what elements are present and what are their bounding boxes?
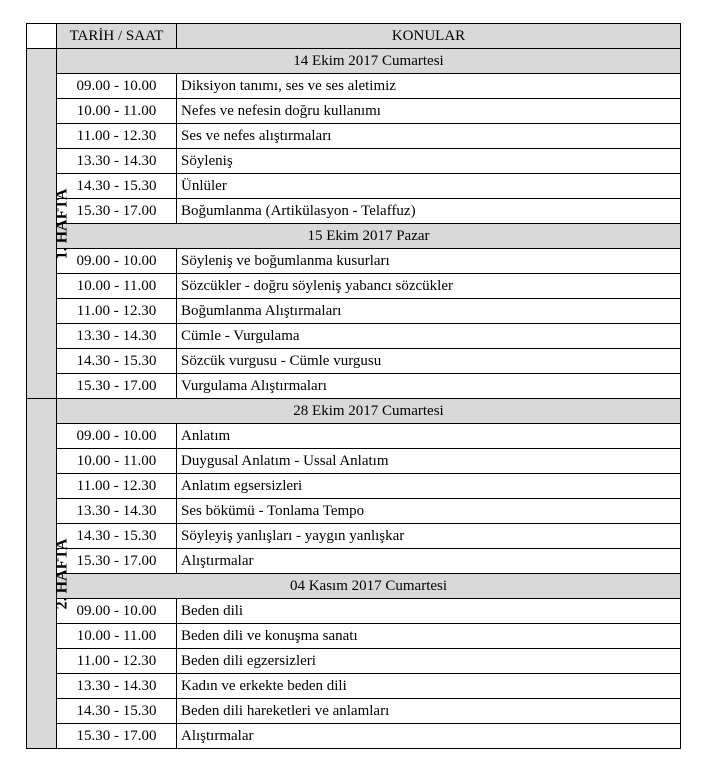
session-time: 11.00 - 12.30 (57, 474, 177, 499)
session-time: 14.30 - 15.30 (57, 349, 177, 374)
session-row (27, 724, 681, 749)
session-time: 11.00 - 12.30 (57, 124, 177, 149)
session-time: 14.30 - 15.30 (57, 174, 177, 199)
header-row (27, 24, 681, 49)
session-topic: Ünlüler (177, 174, 681, 199)
session-row (27, 524, 681, 549)
session-time: 09.00 - 10.00 (57, 74, 177, 99)
session-topic: Diksiyon tanımı, ses ve ses aletimiz (177, 74, 681, 99)
session-topic: Cümle - Vurgulama (177, 324, 681, 349)
session-topic: Kadın ve erkekte beden dili (177, 674, 681, 699)
session-topic: Duygusal Anlatım - Ussal Anlatım (177, 449, 681, 474)
session-row (27, 499, 681, 524)
session-row (27, 599, 681, 624)
week-label: 1. HAFTA (53, 188, 71, 259)
session-time: 11.00 - 12.30 (57, 649, 177, 674)
session-row (27, 199, 681, 224)
session-topic: Alıştırmalar (177, 549, 681, 574)
date-heading: 28 Ekim 2017 Cumartesi (57, 399, 681, 424)
session-time: 15.30 - 17.00 (57, 374, 177, 399)
session-time: 13.30 - 14.30 (57, 324, 177, 349)
week-cell (27, 49, 71, 399)
session-topic: Anlatım (177, 424, 681, 449)
session-topic: Vurgulama Alıştırmaları (177, 374, 681, 399)
session-row (27, 124, 681, 149)
session-time: 14.30 - 15.30 (57, 699, 177, 724)
corner-cell (27, 24, 57, 49)
session-row (27, 349, 681, 374)
session-time: 10.00 - 11.00 (57, 274, 177, 299)
session-time: 15.30 - 17.00 (57, 549, 177, 574)
session-topic: Söyleniş ve boğumlanma kusurları (177, 249, 681, 274)
session-topic: Beden dili hareketleri ve anlamları (177, 699, 681, 724)
session-row (27, 449, 681, 474)
session-row (27, 249, 681, 274)
session-time: 10.00 - 11.00 (57, 99, 177, 124)
session-topic: Anlatım egsersizleri (177, 474, 681, 499)
session-row (27, 474, 681, 499)
week-label: 2. HAFTA (53, 538, 71, 609)
session-topic: Beden dili (177, 599, 681, 624)
session-time: 13.30 - 14.30 (57, 499, 177, 524)
session-topic: Sözcükler - doğru söyleniş yabancı sözcükler (177, 274, 681, 299)
session-row (27, 99, 681, 124)
session-topic: Söyleniş (177, 149, 681, 174)
session-topic: Boğumlanma (Artikülasyon - Telaffuz) (177, 199, 681, 224)
date-heading: 14 Ekim 2017 Cumartesi (57, 49, 681, 74)
week-cell (27, 399, 71, 749)
session-row (27, 74, 681, 99)
session-time: 13.30 - 14.30 (57, 149, 177, 174)
session-topic: Ses ve nefes alıştırmaları (177, 124, 681, 149)
session-row (27, 374, 681, 399)
session-row (27, 274, 681, 299)
session-time: 13.30 - 14.30 (57, 674, 177, 699)
date-row (27, 224, 681, 249)
session-row (27, 424, 681, 449)
session-row (27, 549, 681, 574)
date-heading: 15 Ekim 2017 Pazar (57, 224, 681, 249)
session-time: 14.30 - 15.30 (57, 524, 177, 549)
session-topic: Ses bökümü - Tonlama Tempo (177, 499, 681, 524)
session-time: 10.00 - 11.00 (57, 449, 177, 474)
session-row (27, 149, 681, 174)
session-time: 10.00 - 11.00 (57, 624, 177, 649)
session-time: 15.30 - 17.00 (57, 199, 177, 224)
session-topic: Alıştırmalar (177, 724, 681, 749)
schedule-table (26, 23, 681, 749)
session-time: 09.00 - 10.00 (57, 424, 177, 449)
session-row (27, 699, 681, 724)
session-row (27, 174, 681, 199)
session-row (27, 649, 681, 674)
session-time: 15.30 - 17.00 (57, 724, 177, 749)
session-topic: Beden dili ve konuşma sanatı (177, 624, 681, 649)
session-topic: Nefes ve nefesin doğru kullanımı (177, 99, 681, 124)
date-heading: 04 Kasım 2017 Cumartesi (57, 574, 681, 599)
session-time: 11.00 - 12.30 (57, 299, 177, 324)
session-time: 09.00 - 10.00 (57, 249, 177, 274)
topics-header: KONULAR (177, 24, 681, 49)
session-row (27, 624, 681, 649)
schedule-body (27, 49, 681, 749)
date-row (27, 574, 681, 599)
session-time: 09.00 - 10.00 (57, 599, 177, 624)
session-row (27, 299, 681, 324)
date-row (27, 49, 681, 74)
date-time-header: TARİH / SAAT (57, 24, 177, 49)
session-row (27, 674, 681, 699)
date-row (27, 399, 681, 424)
session-topic: Boğumlanma Alıştırmaları (177, 299, 681, 324)
session-topic: Söyleyiş yanlışları - yaygın yanlışkar (177, 524, 681, 549)
session-row (27, 324, 681, 349)
session-topic: Beden dili egzersizleri (177, 649, 681, 674)
session-topic: Sözcük vurgusu - Cümle vurgusu (177, 349, 681, 374)
